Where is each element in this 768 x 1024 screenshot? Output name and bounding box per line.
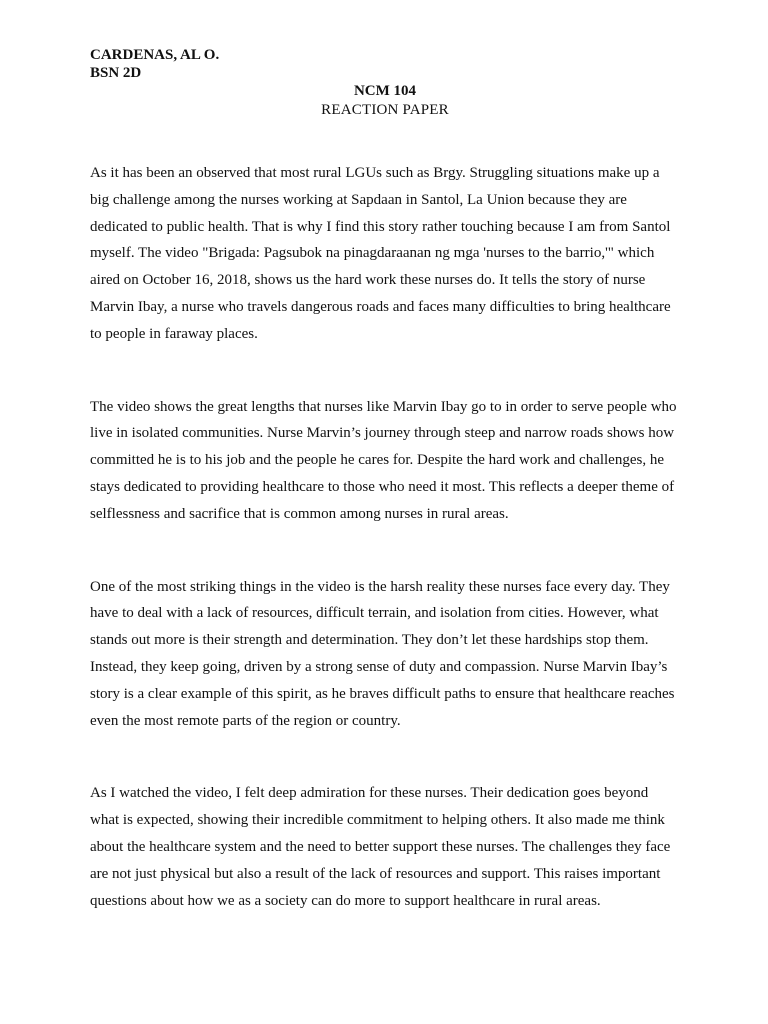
student-section: BSN 2D <box>90 65 142 81</box>
body-text <box>90 160 680 914</box>
student-name: CARDENAS, AL O. <box>90 47 220 63</box>
course-code: NCM 104 <box>353 83 417 99</box>
paragraph-4: As I watched the video, I felt deep admiration for these nurses. Their dedication goes beyond what is expected, showing their incredible commitment to helping others. It also made me think about the healthcare system and the need to better support these nurses. The challenges they face are not just physical but also a result of the lack of resources and support. This raises important questions about how we as a society can do more to support healthcare in rural areas. <box>90 785 671 909</box>
paragraph-1: As it has been an observed that most rural LGUs such as Brgy. Struggling situations make up a big challenge among the nurses working at Sapdaan in Santol, La Union because they are dedicated to public health. That is why I find this story rather touching because I am from Santol myself. The video "Brigada: Pagsubok na pinagdaraanan ng mga 'nurses to the barrio,'" which aired on October 16, 2018, shows us the hard work these nurses do. It tells the story of nurse Marvin Ibay, a nurse who travels dangerous roads and faces many difficulties to bring healthcare to people in faraway places. <box>90 165 671 342</box>
document-title: REACTION PAPER <box>321 102 449 118</box>
document-page <box>90 46 680 960</box>
paragraph-3: One of the most striking things in the video is the harsh reality these nurses face every day. They have to deal with a lack of resources, difficult terrain, and isolation from cities. However, what stands out more is their strength and determination. They don’t let these hardships stop them. Instead, they keep going, driven by a strong sense of duty and compassion. Nurse Marvin Ibay’s story is a clear example of this spirit, as he braves difficult paths to ensure that healthcare reaches even the most remote parts of the region or country. <box>90 578 675 729</box>
title-block <box>90 82 680 120</box>
paragraph-2: The video shows the great lengths that nurses like Marvin Ibay go to in order to serve people who live in isolated communities. Nurse Marvin’s journey through steep and narrow roads shows how committed he is to his job and the people he cares for. Despite the hard work and challenges, he stays dedicated to providing healthcare to those who need it most. This reflects a deeper theme of selflessness and sacrifice that is common among nurses in rural areas. <box>90 398 677 522</box>
